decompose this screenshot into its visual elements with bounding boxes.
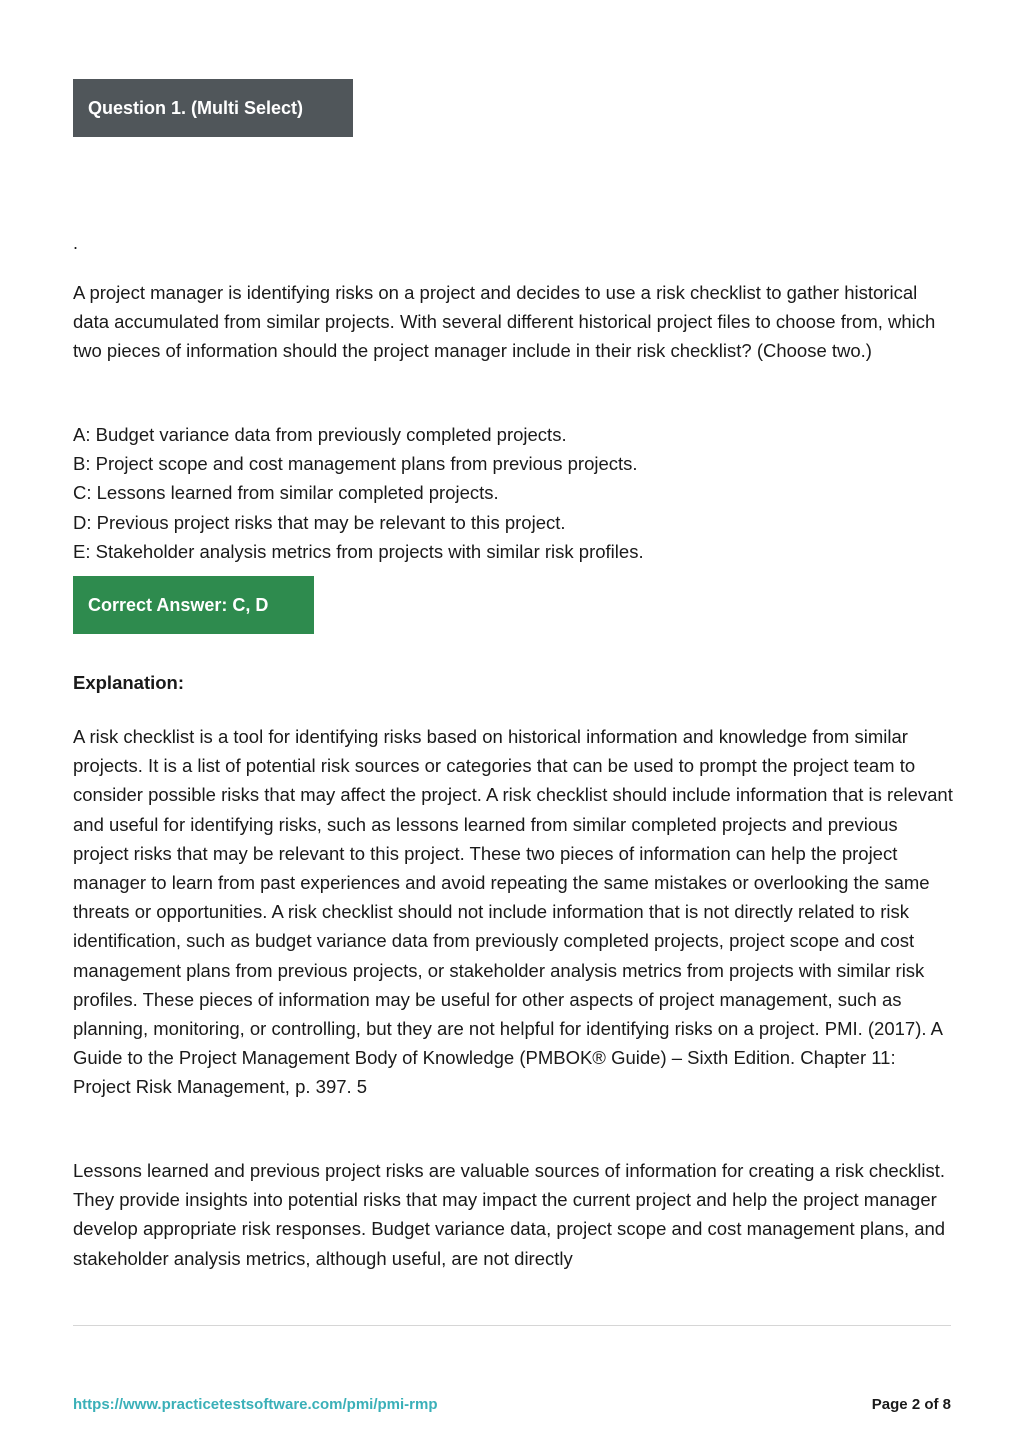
option-e: E: Stakeholder analysis metrics from projects with similar risk profiles. — [73, 540, 644, 562]
option-c: C: Lessons learned from similar completed projects. — [73, 482, 499, 504]
footer-divider — [73, 1325, 951, 1326]
option-a: A: Budget variance data from previously completed projects. — [73, 424, 567, 445]
explanation-paragraph-2: Lessons learned and previous project risks are valuable sources of information for creating a risk checklist. They provide insights into potential risks that may impact the current project and help the project manager develop appropriate risk responses. Budget variance data, project scope and cost management plans, and stakeholder analysis metrics, although useful, are not directly — [73, 1160, 946, 1269]
option-d: D: Previous project risks that may be relevant to this project. — [73, 511, 566, 533]
explanation-heading: Explanation: — [73, 672, 185, 693]
question-text: A project manager is identifying risks on a project and decides to use a risk checklist to gather historical data accumulated from similar projects. With several different historical project files to choose from, which two pieces of information should the project manager include in their risk checklist? (Choose two.) — [73, 282, 936, 362]
question-header: Question 1. (Multi Select) — [73, 79, 353, 137]
correct-answer-badge: Correct Answer: C, D — [73, 576, 314, 634]
answer-options — [73, 420, 955, 566]
question-dot: . — [73, 233, 79, 253]
explanation-paragraph-1: A risk checklist is a tool for identifying risks based on historical information and knowledge from similar projects. It is a list of potential risk sources or categories that can be used to prompt the project team to consider possible risks that may affect the project. A risk checklist should include information that is relevant and useful for identifying risks, such as lessons learned from similar completed projects and previous project risks that may be relevant to this project. These two pieces of information can help the project manager to learn from past experiences and avoid repeating the same mistakes or overlooking the same threats or opportunities. A risk checklist should not include information that is not directly related to risk identification, such as budget variance data from previously completed projects, project scope and cost management plans from previous projects, or stakeholder analysis metrics from projects with similar risk profiles. These pieces of information may be useful for other aspects of project management, such as planning, monitoring, or controlling, but they are not helpful for identifying risks on a project. PMI. (2017). A Guide to the Project Management Body of Knowledge (PMBOK® Guide) – Sixth Edition. Chapter 11: Project Risk Management, p. 397. 5 — [73, 726, 953, 1098]
option-b: B: Project scope and cost management plans from previous projects. — [73, 453, 638, 475]
footer-link[interactable]: https://www.practicetestsoftware.com/pmi/pmi-rmp — [73, 1396, 438, 1413]
page-number: Page 2 of 8 — [871, 1396, 951, 1413]
